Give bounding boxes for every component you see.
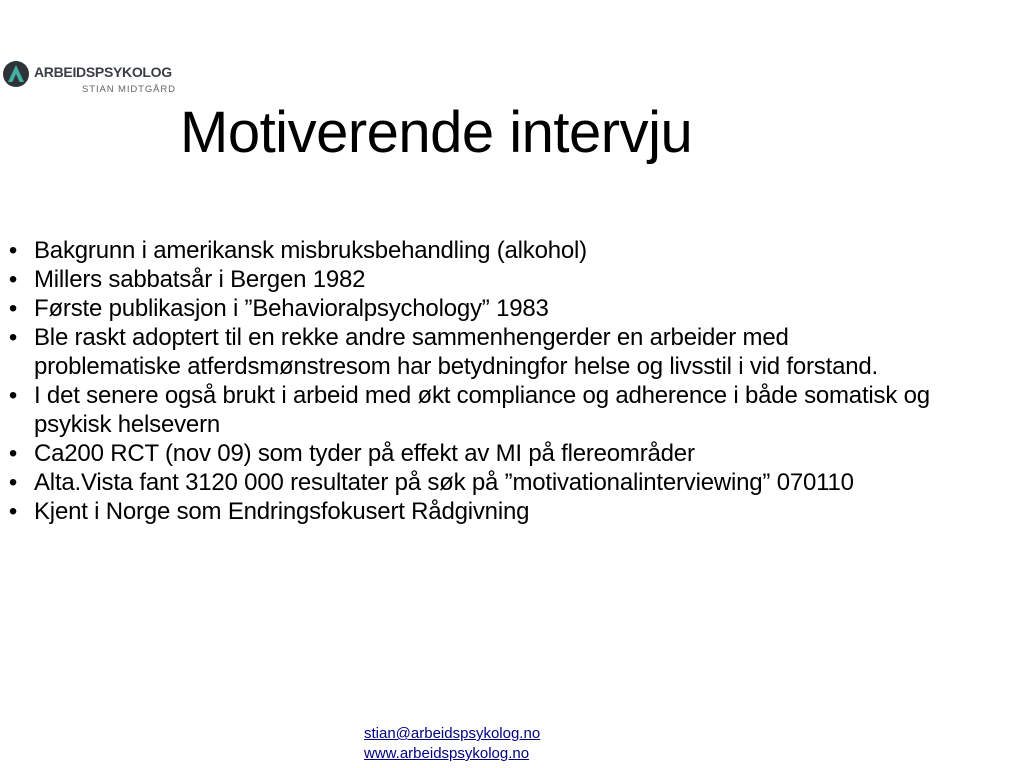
website-link[interactable]: www.arbeidspsykolog.no: [364, 745, 530, 762]
bullet-list: [0, 236, 1000, 526]
bullet-item: [0, 497, 1000, 526]
bullet-text: Første publikasjon i ”Behavioralpsychology” 1983: [34, 295, 549, 322]
bullet-text: Kjent i Norge som Endringsfokusert Rådgivning: [34, 498, 530, 525]
slide-title: Motiverende intervju: [180, 100, 693, 165]
bullet-item: [0, 439, 1000, 468]
bullet-icon: •: [8, 440, 18, 467]
bullet-icon: •: [8, 295, 18, 322]
bullet-icon: •: [8, 266, 18, 293]
bullet-text: Millers sabbatsår i Bergen 1982: [34, 266, 366, 293]
bullet-text: Ble raskt adoptert til en rekke andre sammenhengerder en arbeider med problematiske atferdsmønstresom har betydningfor helse og livsstil i vid forstand.: [34, 324, 878, 380]
bullet-text: I det senere også brukt i arbeid med økt compliance og adherence i både somatisk og psykisk helsevern: [34, 382, 930, 438]
bullet-item: [0, 236, 1000, 265]
bullet-item: [0, 265, 1000, 294]
bullet-icon: •: [8, 237, 18, 264]
footer-contact: [364, 724, 540, 764]
logo-name: ARBEIDSPSYKOLOG: [34, 64, 172, 80]
bullet-text: Ca200 RCT (nov 09) som tyder på effekt av MI på flereområder: [34, 440, 695, 467]
bullet-item: [0, 468, 1000, 497]
bullet-item: [0, 323, 1000, 381]
bullet-text: Bakgrunn i amerikansk misbruksbehandling (alkohol): [34, 237, 587, 264]
bullet-icon: •: [8, 469, 18, 496]
bullet-icon: •: [8, 498, 18, 525]
logo-subtitle: STIAN MIDTGÅRD: [82, 84, 176, 95]
bullet-item: [0, 381, 1000, 439]
bullet-text: Alta.Vista fant 3120 000 resultater på søk på ”motivationalinterviewing” 070110: [34, 469, 854, 496]
company-logo: [2, 60, 176, 100]
bullet-icon: •: [8, 382, 18, 409]
bullet-item: [0, 294, 1000, 323]
email-link[interactable]: stian@arbeidspsykolog.no: [364, 725, 541, 742]
bullet-icon: •: [8, 324, 18, 351]
arbeidspsykolog-logo-icon: [2, 60, 30, 88]
